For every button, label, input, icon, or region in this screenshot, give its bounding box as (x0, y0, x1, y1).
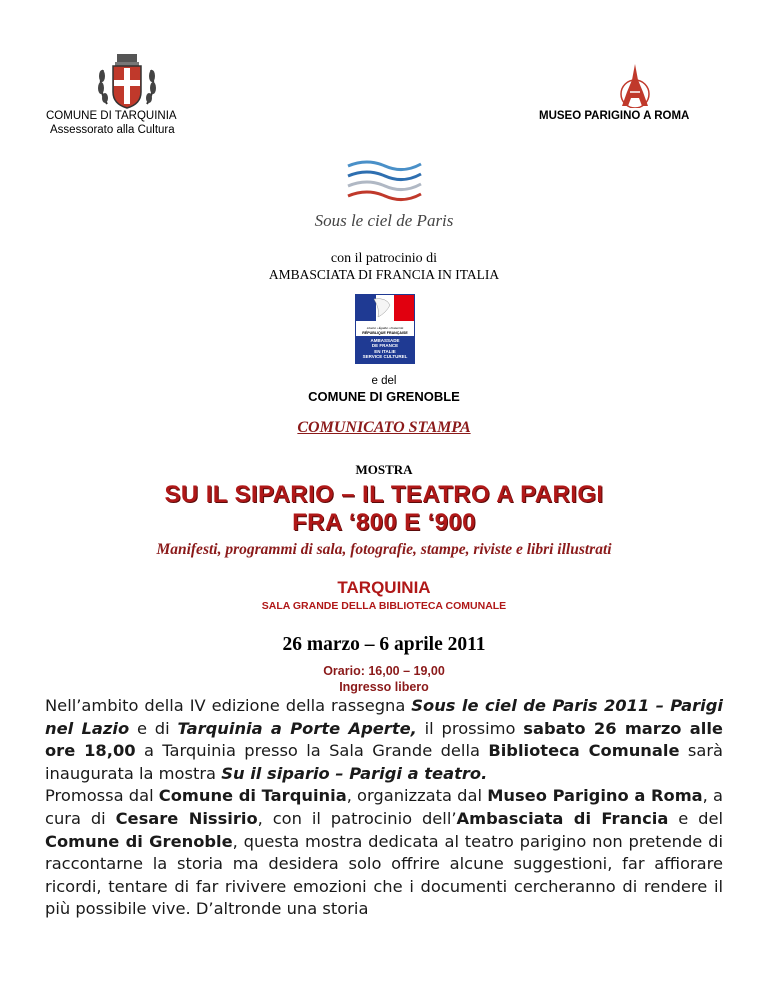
text: , organizzata dal (346, 786, 488, 806)
tarquinia-crest-icon (93, 52, 161, 112)
text: e di (129, 718, 178, 738)
text-bold-italic: Su il sipario – Parigi a teatro. (221, 763, 488, 783)
exhibition-subtitle: Manifesti, programmi di sala, fotografie, stampe, riviste e libri illustrati (156, 541, 612, 558)
text: Nell’ambito della IV edizione della rassegna (45, 696, 412, 715)
text: sarà inaugurata la mostra (45, 741, 723, 783)
exhibition-title-line2: FRA ‘800 E ‘900 (292, 509, 476, 536)
press-release-body (45, 695, 723, 921)
embassy-motto: Liberté • Égalité • Fraternité (366, 326, 404, 330)
text: , con il patrocinio dell’ (257, 808, 457, 828)
text: , questa mostra dedicata al teatro parigino non pretende di raccontarne la storia ma desidera solo offrire alcune suggestioni, far affiorare ricordi, tentare di far rivivere emozioni che i documenti cercheranno di rendere il più possibile vive. D’altronde una storia (45, 831, 723, 919)
header-right-line1: MUSEO PARIGINO A ROMA (539, 110, 690, 122)
text-bold: Biblioteca Comunale (488, 741, 680, 761)
text-bold: Cesare Nissirio (115, 808, 258, 828)
embassy-line4: SERVICE CULTUREL (362, 354, 408, 360)
text: a Tarquinia presso la Sala Grande della (135, 741, 489, 761)
embassy-line1: AMBASSADE (370, 338, 400, 343)
text-bold: Ambasciata di Francia (456, 808, 669, 828)
text-bold-italic: Sous le ciel de Paris 2011 – Parigi nel Lazio (45, 696, 723, 738)
header-left-line2: Assessorato alla Cultura (50, 124, 175, 136)
sous-le-ciel-logo-text: Sous le ciel de Paris (314, 211, 454, 230)
comunicato-stampa: COMUNICATO STAMPA (297, 419, 471, 436)
text: , a cura di (45, 786, 723, 828)
marianne-icon (356, 295, 414, 321)
opening-hours: Orario: 16,00 – 19,00 (323, 664, 445, 678)
exhibition-dates: 26 marzo – 6 aprile 2011 (282, 634, 486, 655)
embassy-republic: RÉPUBLIQUE FRANÇAISE (362, 331, 408, 335)
text-bold: sabato 26 marzo alle ore 18,00 (45, 718, 723, 761)
text: Promossa dal (45, 786, 159, 806)
exhibition-title-line1: SU IL SIPARIO – IL TEATRO A PARIGI (164, 481, 604, 508)
mostra-label: MOSTRA (355, 462, 413, 477)
header-left-line1: COMUNE DI TARQUINIA (46, 110, 177, 122)
grenoble-line2: COMUNE DI GRENOBLE (308, 389, 460, 404)
sous-le-ciel-waves-icon (345, 156, 423, 206)
text: e del (668, 808, 723, 828)
paragraph-2 (45, 785, 723, 921)
eiffel-tower-icon (612, 62, 658, 108)
text-bold: Comune di Tarquinia (158, 786, 347, 806)
patronage-line2: AMBASCIATA DI FRANCIA IN ITALIA (268, 267, 500, 282)
venue-name: SALA GRANDE DELLA BIBLIOTECA COMUNALE (261, 600, 507, 612)
entry-info: Ingresso libero (339, 680, 429, 694)
text: il prossimo (416, 718, 524, 738)
paragraph-1 (45, 695, 723, 785)
patronage-line1: con il patrocinio di (330, 251, 438, 266)
city-name: TARQUINIA (337, 578, 431, 597)
text-bold: Museo Parigino a Roma (487, 786, 703, 806)
embassy-line2: DE FRANCE (371, 343, 399, 349)
text-bold-italic: Tarquinia a Porte Aperte, (177, 718, 417, 738)
embassy-france-logo (355, 294, 415, 364)
grenoble-line1: e del (371, 375, 397, 387)
embassy-line3: EN ITALIE (374, 348, 396, 354)
text-bold: Comune di Grenoble (45, 831, 233, 851)
